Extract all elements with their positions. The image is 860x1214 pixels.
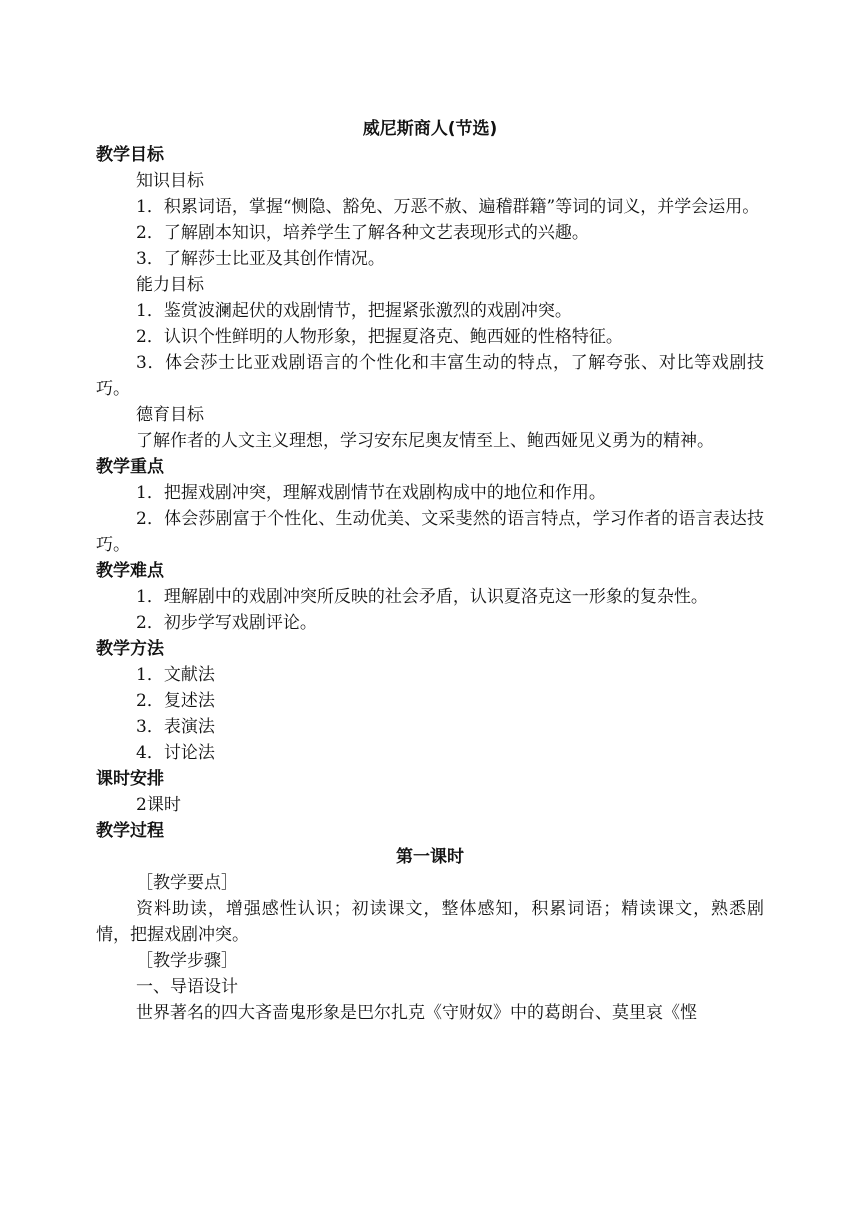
key-point-item: 1．把握戏剧冲突，理解戏剧情节在戏剧构成中的地位和作用。 <box>136 483 606 503</box>
step1-title: 一、导语设计 <box>136 977 238 997</box>
objectives-heading: 教学目标 <box>96 145 164 165</box>
method-item: 1．文献法 <box>136 665 215 685</box>
lesson-title: 第一课时 <box>396 847 464 867</box>
method-item: 2．复述法 <box>136 691 215 711</box>
ability-heading: 能力目标 <box>136 275 204 295</box>
moral-heading: 德育目标 <box>136 405 204 425</box>
knowledge-heading: 知识目标 <box>136 171 204 191</box>
knowledge-item: 3．了解莎士比亚及其创作情况。 <box>136 249 385 269</box>
ability-item: 1．鉴赏波澜起伏的戏剧情节，把握紧张激烈的戏剧冲突。 <box>136 301 572 321</box>
points-label: ［教学要点］ <box>136 873 238 893</box>
knowledge-item: 2．了解剧本知识，培养学生了解各种文艺表现形式的兴趣。 <box>136 223 589 243</box>
process-heading: 教学过程 <box>96 821 164 841</box>
difficulty-item: 1．理解剧中的戏剧冲突所反映的社会矛盾，认识夏洛克这一形象的复杂性。 <box>136 587 708 607</box>
ability-item: 2．认识个性鲜明的人物形象，把握夏洛克、鲍西娅的性格特征。 <box>136 327 623 347</box>
step1-text: 世界著名的四大吝啬鬼形象是巴尔扎克《守财奴》中的葛朗台、莫里哀《悭 <box>136 1003 697 1023</box>
methods-heading: 教学方法 <box>96 639 164 659</box>
method-item: 4．讨论法 <box>136 743 215 763</box>
document-title: 威尼斯商人(节选) <box>362 119 498 139</box>
method-item: 3．表演法 <box>136 717 215 737</box>
document-page <box>96 116 764 1026</box>
points-text: 资料助读，增强感性认识；初读课文，整体感知，积累词语；精读课文，熟悉剧情，把握戏剧冲突。 <box>96 899 764 945</box>
schedule-value: 2课时 <box>136 795 181 815</box>
moral-text: 了解作者的人文主义理想，学习安东尼奥友情至上、鲍西娅见义勇为的精神。 <box>136 431 714 451</box>
ability-item: 3．体会莎士比亚戏剧语言的个性化和丰富生动的特点，了解夸张、对比等戏剧技巧。 <box>96 353 764 399</box>
difficulty-item: 2．初步学写戏剧评论。 <box>136 613 317 633</box>
steps-label: ［教学步骤］ <box>136 951 238 971</box>
difficulties-heading: 教学难点 <box>96 561 164 581</box>
knowledge-item: 1．积累词语，掌握“恻隐、豁免、万恶不赦、遍稽群籍”等词的词义，并学会运用。 <box>136 197 760 217</box>
key-point-item: 2．体会莎剧富于个性化、生动优美、文采斐然的语言特点，学习作者的语言表达技巧。 <box>96 509 764 555</box>
schedule-heading: 课时安排 <box>96 769 164 789</box>
key-points-heading: 教学重点 <box>96 457 164 477</box>
